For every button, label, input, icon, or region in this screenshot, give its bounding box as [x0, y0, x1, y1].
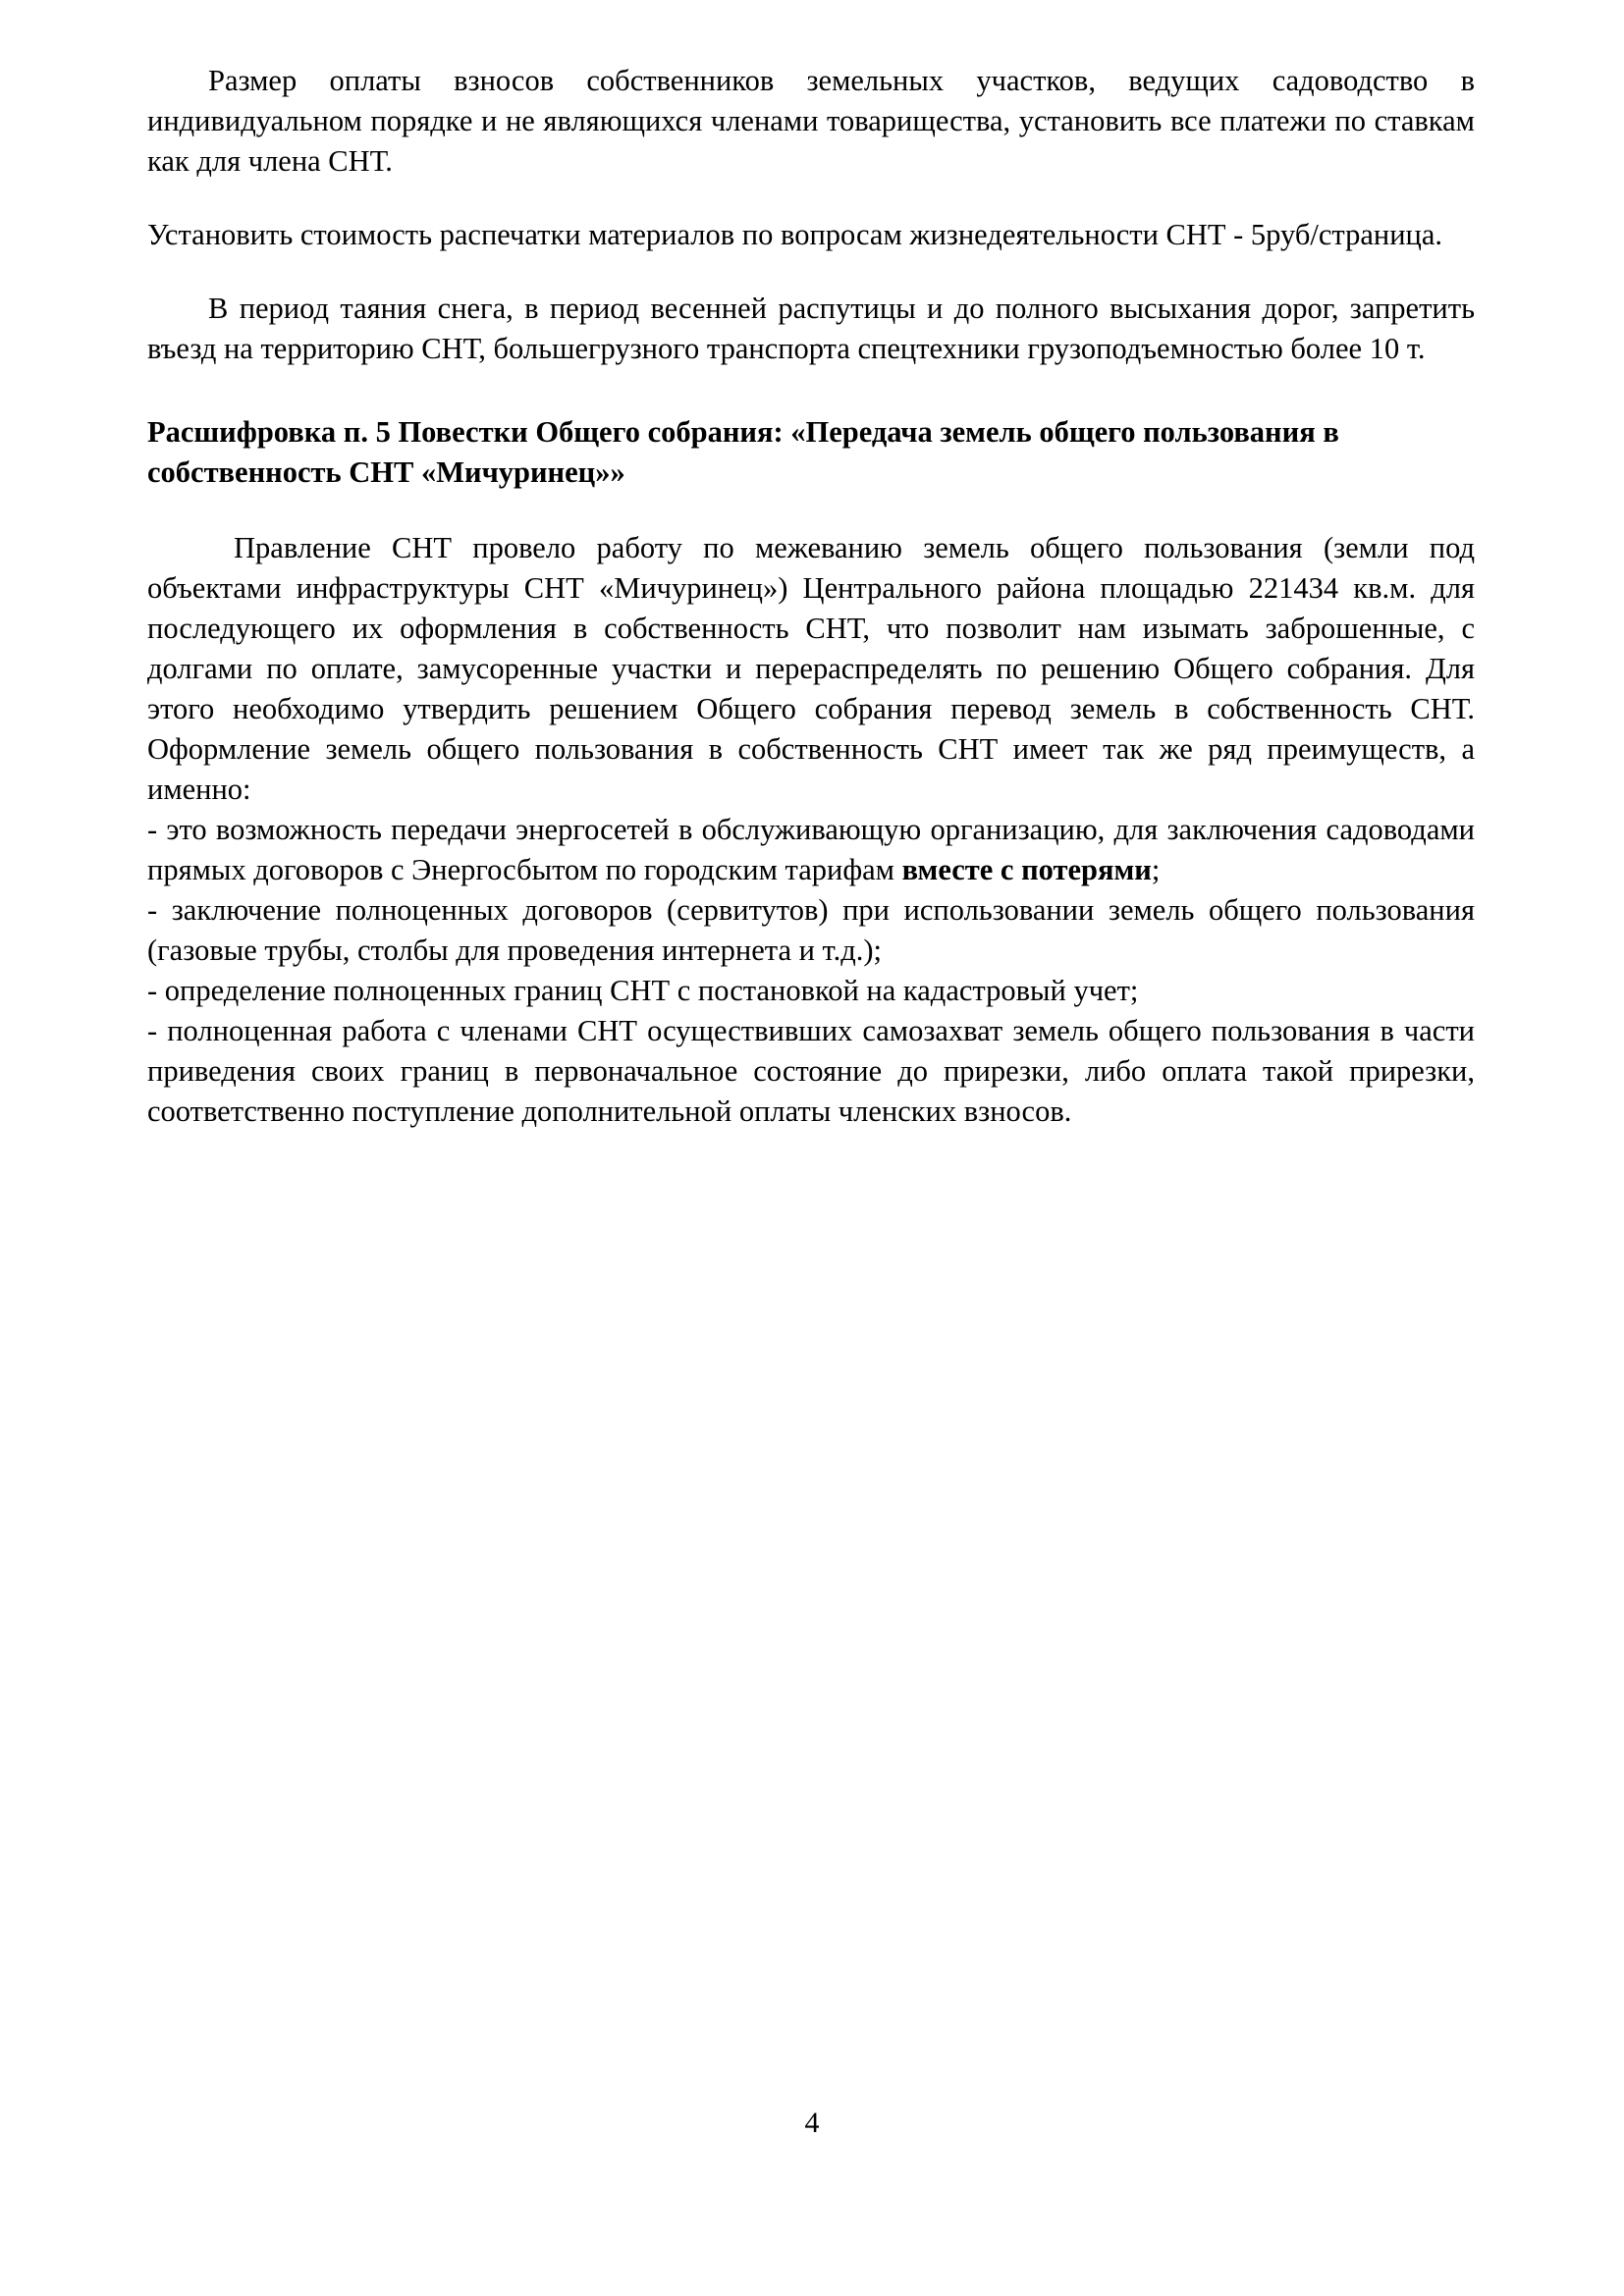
paragraph-land-survey-explanation	[147, 528, 1475, 810]
list-item-advantage-encroachment	[147, 1011, 1475, 1132]
list-marker: -	[147, 813, 158, 847]
paragraph-printing-cost: Установить стоимость распечатки материалов по вопросам жизнедеятельности СНТ - 5руб/страница.	[147, 218, 1443, 252]
list-marker: -	[147, 893, 158, 928]
heading-spacer-after	[147, 493, 1475, 528]
heading-agenda-item-5: Расшифровка п. 5 Повестки Общего собрания: «Передача земель общего пользования в собственность СНТ «Мичуринец»»	[147, 415, 1339, 490]
list-marker: -	[147, 1014, 158, 1048]
list-marker: -	[147, 974, 158, 1008]
heading-spacer	[147, 369, 1475, 412]
list-item-text: это возможность передачи энергосетей в обслуживающую организацию, для заключения садоводами прямых договоров с Энергосбытом по городским тарифам	[147, 813, 1475, 887]
page-number-footer: 4	[804, 2107, 820, 2139]
land-survey-text-part-1: Правление СНТ провело работу по межеванию земель общего пользования (земли под объектами инфраструктуры СНТ «Мичуринец») Центрального района площадью	[147, 531, 1475, 606]
list-item-text: полноценная работа с членами СНТ осуществивших самозахват земель общего пользования в части приведения своих границ в первоначальное состояние до прирезки, либо оплата такой прирезки, соответственно поступление дополнительной оплаты членских взносов.	[147, 1014, 1475, 1129]
paragraph-heavy-transport-ban: В период таяния снега, в период весенней распутицы и до полного высыхания дорог, запретить въезд на территорию СНТ, большегрузного транспорта спецтехники грузоподъемностью более 10 т.	[147, 292, 1475, 366]
paragraph-fees-individual-owners: Размер оплаты взносов собственников земельных участков, ведущих садоводство в индивидуальном порядке и не являющихся членами товарищества, установить все платежи по ставкам как для члена СНТ.	[147, 64, 1475, 179]
page-content	[147, 61, 1475, 1132]
list-item-emphasis: вместе с потерями	[901, 853, 1152, 887]
paragraph-spacer	[147, 182, 1475, 215]
paragraph-spacer	[147, 255, 1475, 289]
land-area-value: 221434	[1248, 571, 1339, 606]
land-survey-text-part-2: кв.м. для последующего их оформления в собственность СНТ, что позволит нам изымать заброшенные, с долгами по оплате, замусоренные участки и перераспределять по решению Общего собрания. Для этого необходимо утвердить решением Общего собрания перевод земель в собственность СНТ. Оформление земель общего пользования в собственность СНТ имеет так же ряд преимуществ, а именно:	[147, 571, 1476, 807]
list-item-advantage-servitudes	[147, 890, 1475, 971]
list-item-text: заключение полноценных договоров (сервитутов) при использовании земель общего пользования (газовые трубы, столбы для проведения интернета и т.д.);	[147, 893, 1475, 968]
advantages-list	[147, 810, 1475, 1132]
list-item-advantage-power-grid	[147, 810, 1475, 890]
list-item-text: определение полноценных границ СНТ с постановкой на кадастровый учет;	[157, 974, 1139, 1008]
list-item-text-tail: ;	[1151, 853, 1161, 887]
list-item-advantage-boundaries	[147, 971, 1475, 1011]
